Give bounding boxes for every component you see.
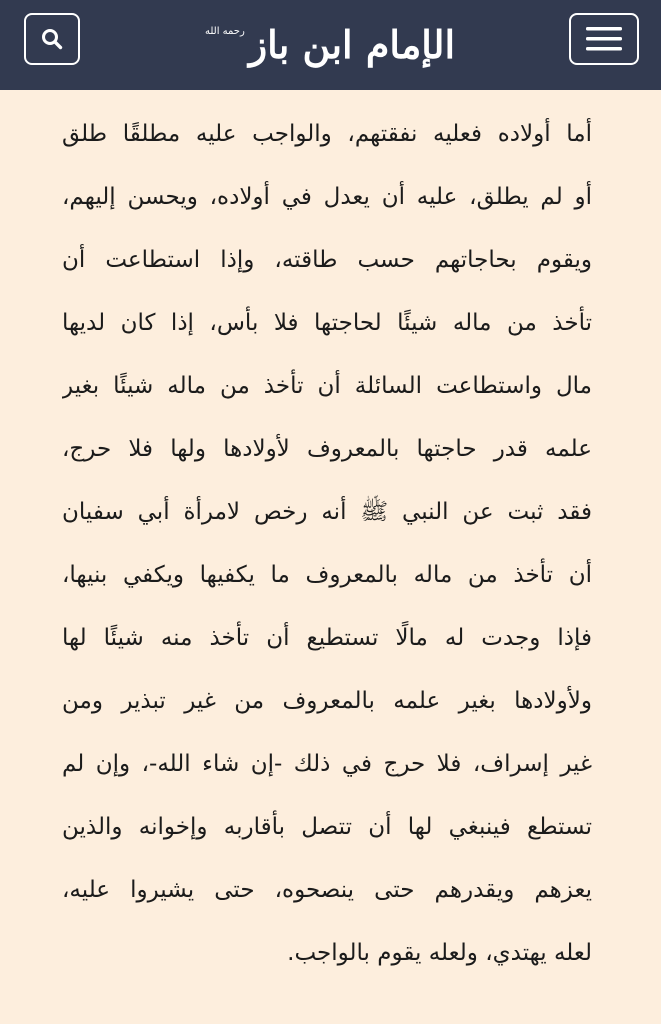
site-logo[interactable] [204,14,456,74]
hamburger-menu-icon [586,27,622,51]
article-line: تستطع فينبغي لها أن تتصل بأقاربه وإخوانه والذين [62,814,592,840]
article-line: أن تأخذ من ماله بالمعروف ما يكفيها ويكفي بنيها، [62,562,592,588]
article-line: غير إسراف، فلا حرج في ذلك -إن شاء الله-، وإن لم [62,751,592,777]
search-icon [41,28,63,50]
article-line: يعزهم ويقدرهم حتى ينصحوه، حتى يشيروا عليه، [62,877,592,903]
article-line: تأخذ من ماله شيئًا لحاجتها فلا بأس، إذا كان لديها [62,310,592,336]
article-line: أما أولاده فعليه نفقتهم، والواجب عليه مطلقًا طلق [62,121,592,147]
article-line: فإذا وجدت له مالًا تستطيع أن تأخذ منه شيئًا لها [62,625,592,651]
menu-button[interactable] [569,13,639,65]
article-body [62,103,592,985]
top-header [0,0,661,90]
logo-text: الإمام ابن باز [248,21,456,67]
article-line: لعله يهتدي، ولعله يقوم بالواجب. [287,940,592,966]
logo-honorific: رحمه الله [204,26,245,37]
article-line: علمه قدر حاجتها بالمعروف لأولادها ولها فلا حرج، [62,436,592,462]
article-line: ولأولادها بغير علمه بالمعروف من غير تبذير ومن [62,688,592,714]
article-line: أو لم يطلق، عليه أن يعدل في أولاده، ويحسن إليهم، [62,184,592,210]
article-line: مال واستطاعت السائلة أن تأخذ من ماله شيئًا بغير [62,373,592,399]
search-button[interactable] [24,13,80,65]
article-line: ويقوم بحاجاتهم حسب طاقته، وإذا استطاعت أن [62,247,592,273]
article-line: فقد ثبت عن النبي ﷺ أنه رخص لامرأة أبي سفيان [62,499,592,525]
